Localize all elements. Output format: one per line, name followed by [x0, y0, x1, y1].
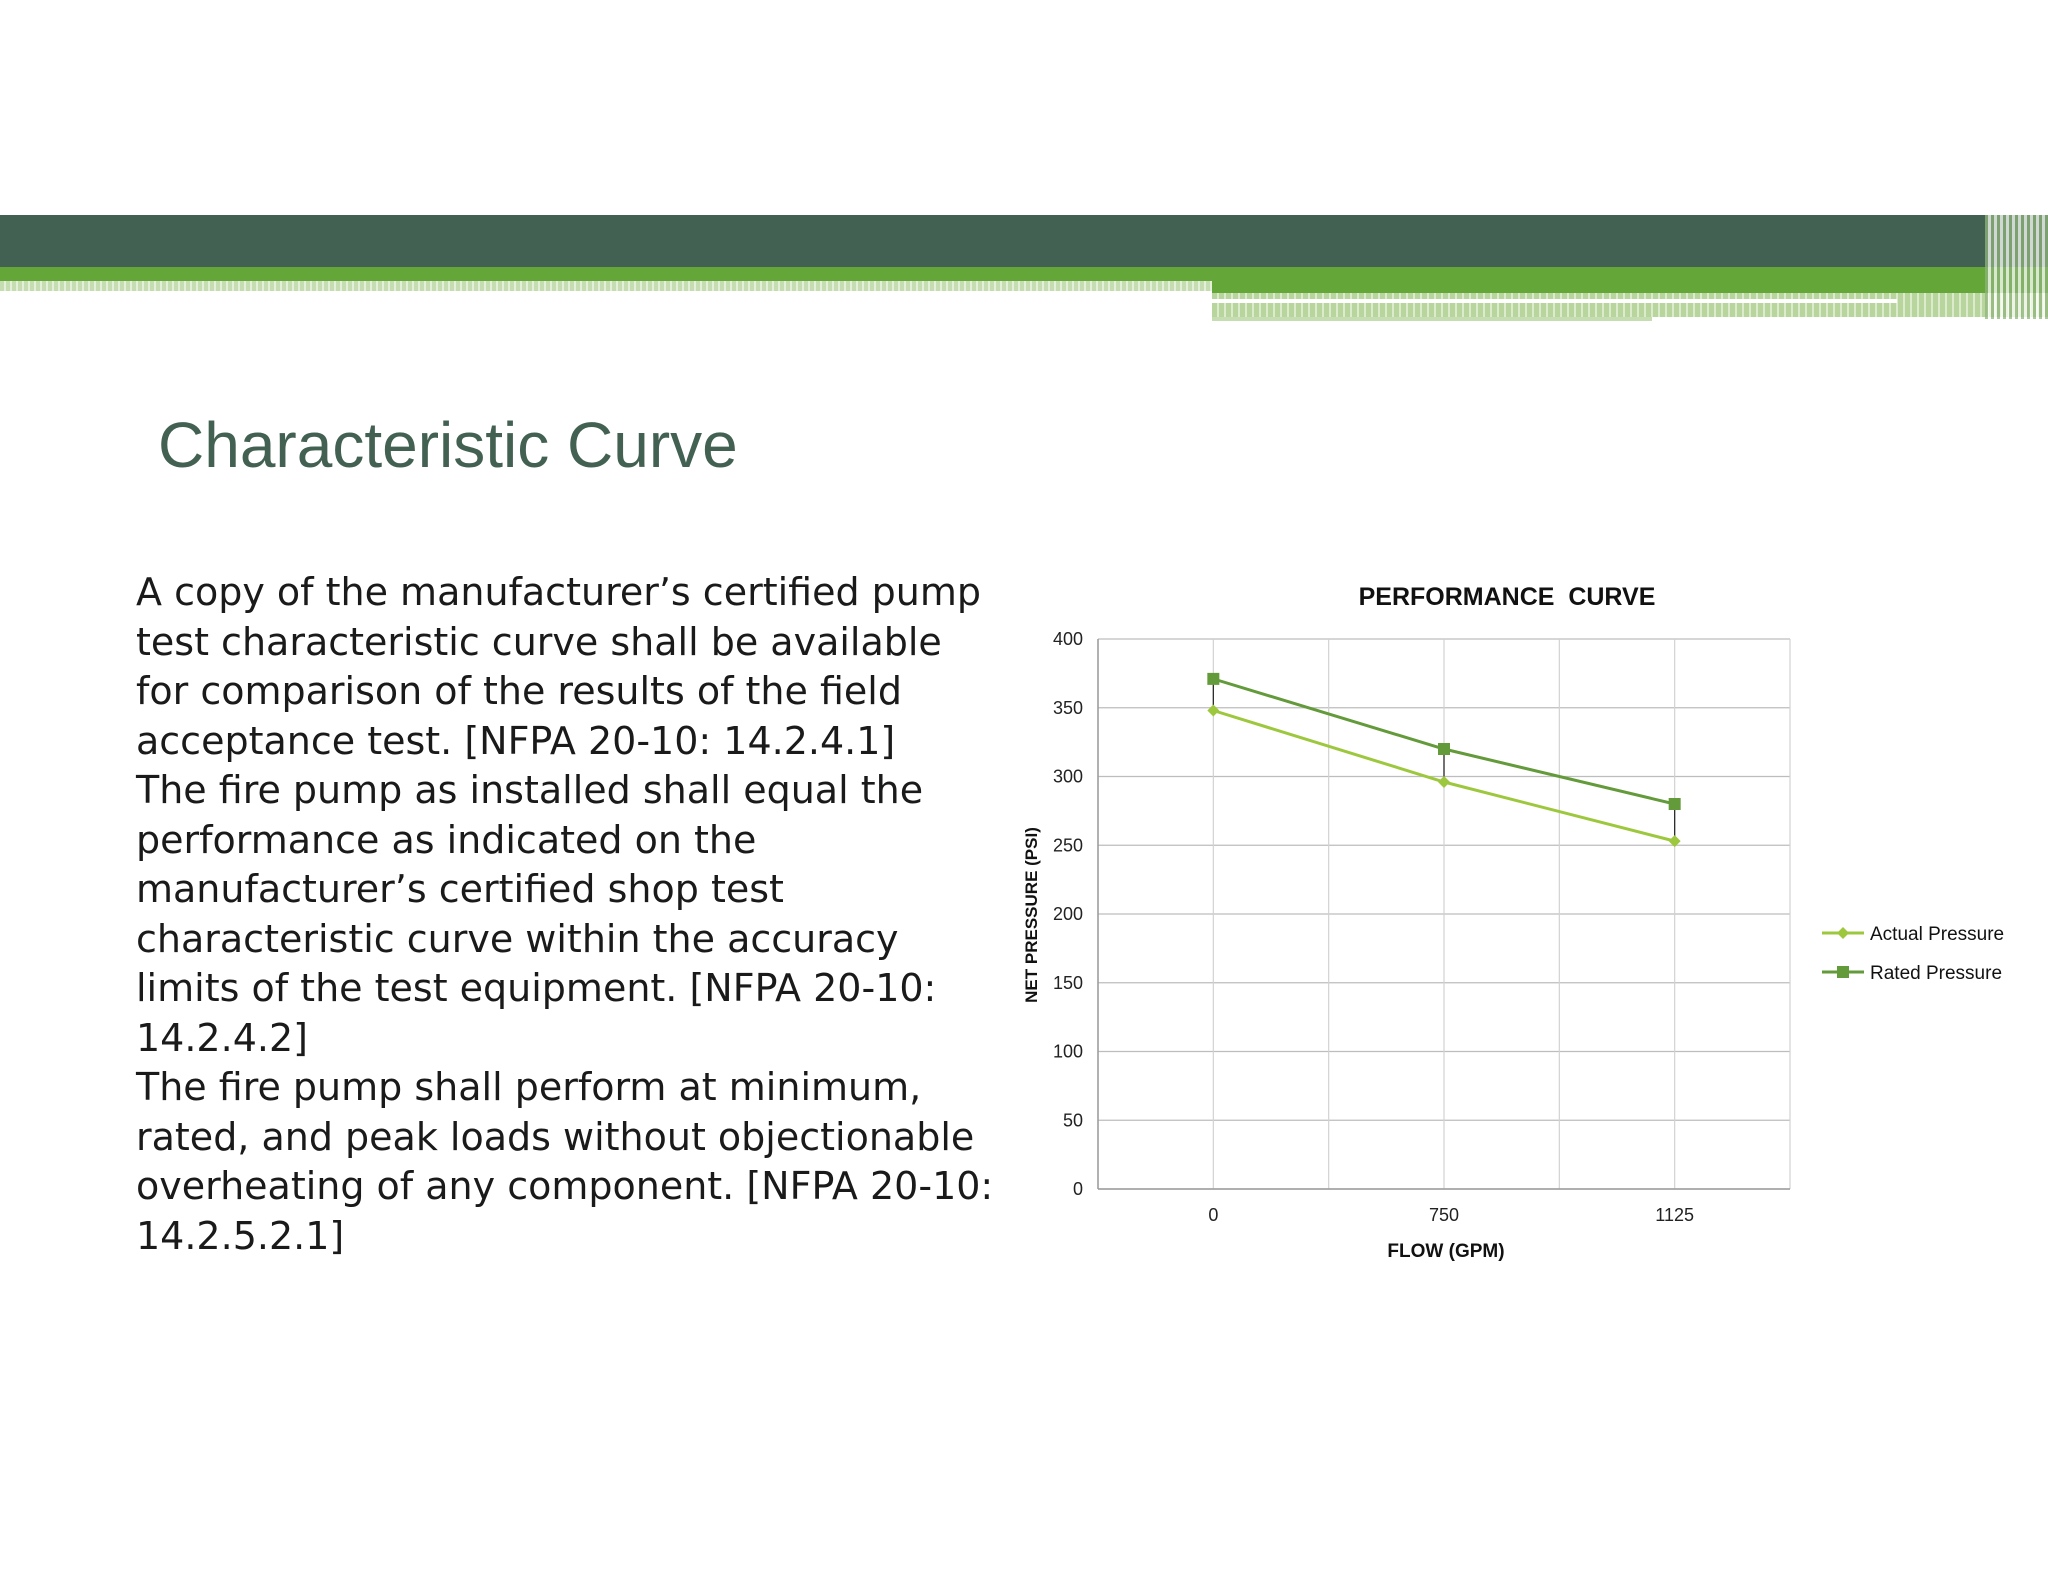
x-tick-label: 750	[1428, 1205, 1460, 1225]
y-tick-labels	[1053, 629, 1083, 1199]
y-tick-label: 300	[1052, 766, 1083, 787]
y-tick-label: 200	[1052, 904, 1083, 924]
chart-grid	[1098, 639, 1790, 1189]
y-tick-label: 350	[1052, 697, 1083, 718]
y-tick-label: 100	[1052, 1041, 1083, 1062]
paragraph: The fire pump shall perform at minimum, rated, and peak loads without objectionable overheating of any component. [NFPA 20-10: 14.2.5.2.1]	[136, 1065, 994, 1258]
data-point	[1438, 743, 1450, 755]
y-tick-label: 400	[1052, 629, 1083, 649]
y-tick-label: 250	[1052, 835, 1083, 856]
x-tick-labels	[1208, 1205, 1694, 1225]
legend-swatch-marker	[1837, 927, 1849, 939]
data-point	[1207, 673, 1219, 685]
x-tick-label: 0	[1208, 1205, 1219, 1225]
header-band-white-line	[1212, 299, 1897, 303]
data-point	[1207, 705, 1219, 717]
legend-entry: Rated Pressure	[1870, 963, 2003, 984]
paragraph: The fire pump as installed shall equal the performance as indicated on the manufacturer’s certified shop test characteristic curve within the accuracy limits of the test equipment. [NFPA 20-10: 14.2.4.2]	[136, 768, 937, 1060]
header-band-pale-low	[1212, 317, 1652, 321]
paragraph: A copy of the manufacturer’s certified pump test characteristic curve shall be available for comparison of the results of the field acceptance test. [NFPA 20-10: 14.2.4.1]	[136, 570, 982, 763]
header-band-dark	[0, 215, 2048, 267]
header-band-edge	[1985, 215, 2048, 319]
header-band-green-right	[1212, 281, 2048, 293]
chart-title: PERFORMANCE CURVE	[1358, 583, 1656, 611]
y-tick-label: 150	[1052, 972, 1083, 993]
y-axis-label: NET PRESSURE (PSI)	[1022, 827, 1041, 1003]
header-band-green	[0, 267, 2048, 281]
x-axis-label: FLOW (GPM)	[1387, 1241, 1505, 1262]
y-tick-label: 50	[1062, 1110, 1083, 1131]
slide-title: Characteristic Curve	[158, 409, 738, 481]
header-band-pale-right	[1212, 293, 2048, 317]
data-point	[1669, 798, 1681, 810]
body-text	[136, 568, 1006, 1261]
performance-curve-chart	[1000, 560, 2040, 1280]
data-point	[1438, 776, 1450, 788]
y-tick-label: 0	[1072, 1179, 1083, 1199]
legend-entry: Actual Pressure	[1870, 924, 2005, 945]
legend-swatch-marker	[1837, 966, 1849, 978]
x-tick-label: 1125	[1655, 1205, 1695, 1225]
header-band-pale-left	[0, 281, 1212, 291]
chart-legend	[1822, 924, 2004, 984]
